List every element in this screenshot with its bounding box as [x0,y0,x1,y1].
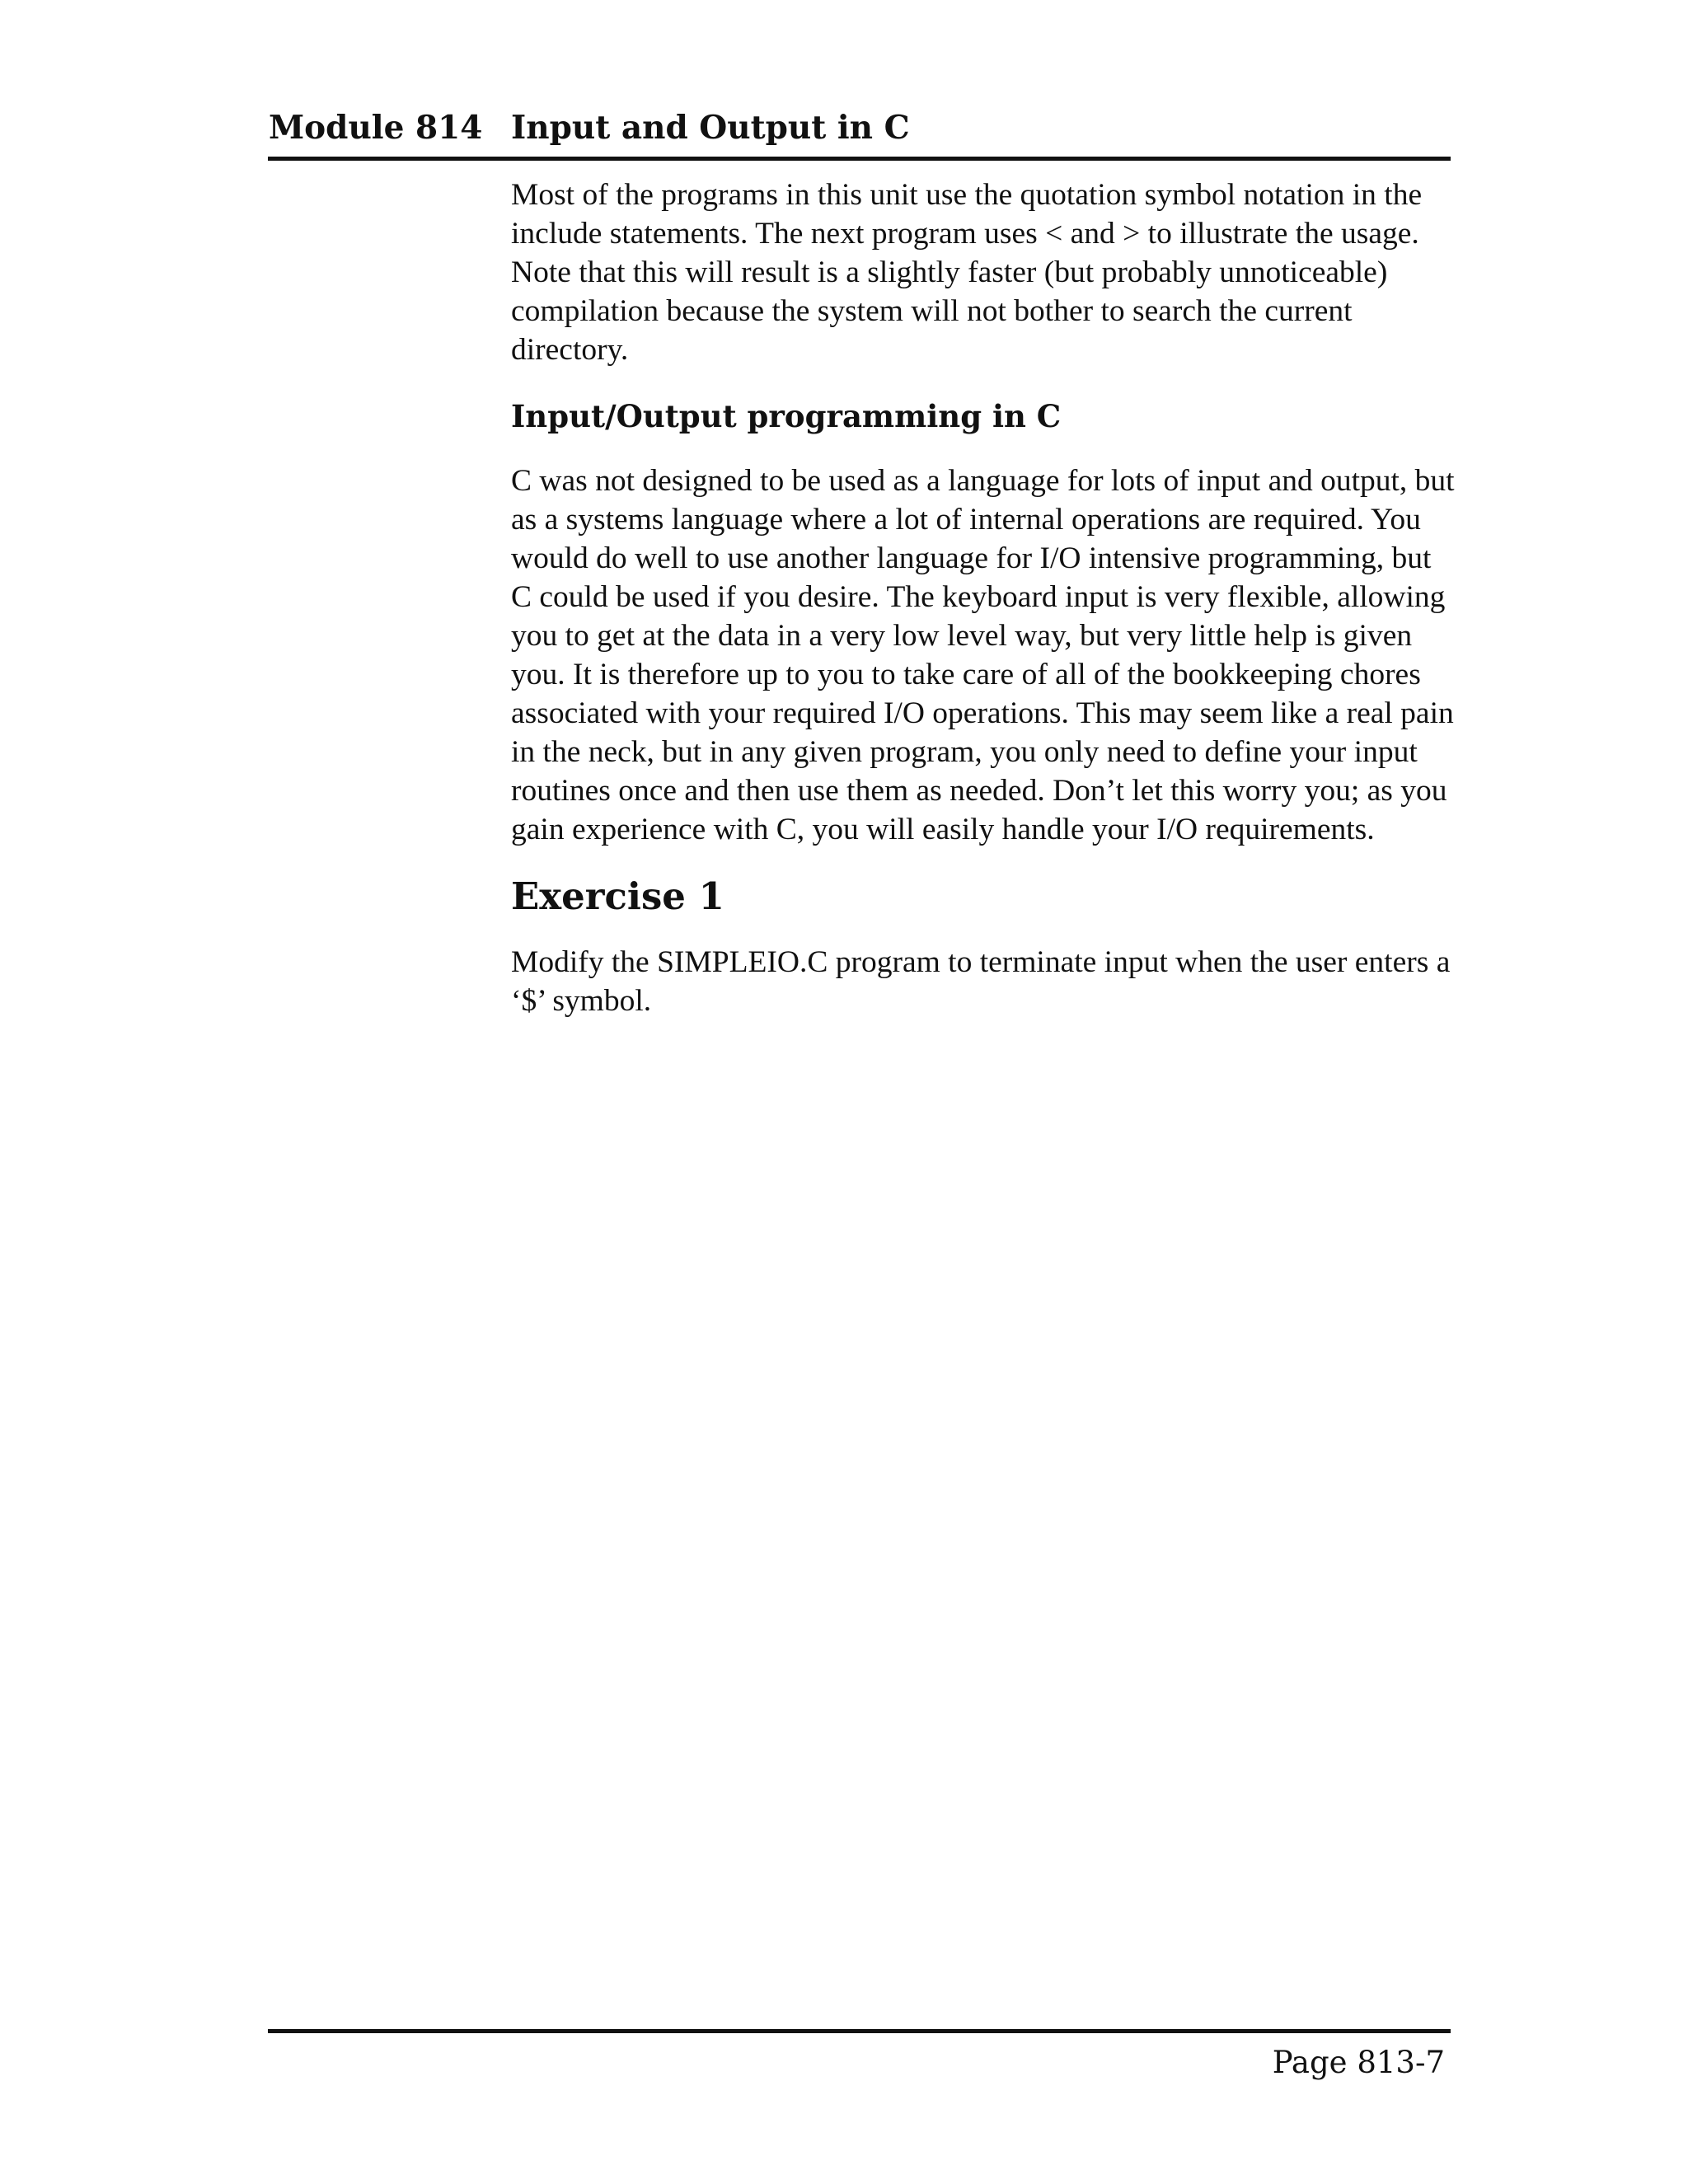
section-paragraph: C was not designed to be used as a language for lots of input and output, but as a systems language where a lot of internal operations are required. You would do well to use another language for I/O intensive programming, but C could be used if you desire. The keyboard input is very flexible, allowing you to get at the data in a very low level way, but very little help is given you. It is therefore up to you to take care of all of the bookkeeping chores associated with your required I/O operations. This may seem like a real pain in the neck, but in any given program, you only need to define your input routines once and then use them as needed. Don’t let this worry you; as you gain experience with C, you will easily handle your I/O requirements. [511,464,1455,846]
intro-paragraph: Most of the programs in this unit use the quotation symbol notation in the include statements. The next program uses < and > to illustrate the usage. Note that this will result is a slightly faster (but probably unnoticeable) compilation because the system will not bother to search the current directory. [511,178,1423,367]
exercise-paragraph: Modify the SIMPLEIO.C program to terminate input when the user enters a ‘$’ symbol. [511,945,1451,1018]
page-body [511,176,1459,1020]
header-rule [268,157,1451,161]
module-title: Input and Output in C [511,109,910,147]
exercise-heading: Exercise 1 [511,874,724,918]
module-label: Module 814 [269,109,483,147]
page-number: Page 813-7 [1272,2045,1445,2080]
section-heading: Input/Output programming in C [511,398,1062,434]
footer-rule [268,2029,1451,2033]
